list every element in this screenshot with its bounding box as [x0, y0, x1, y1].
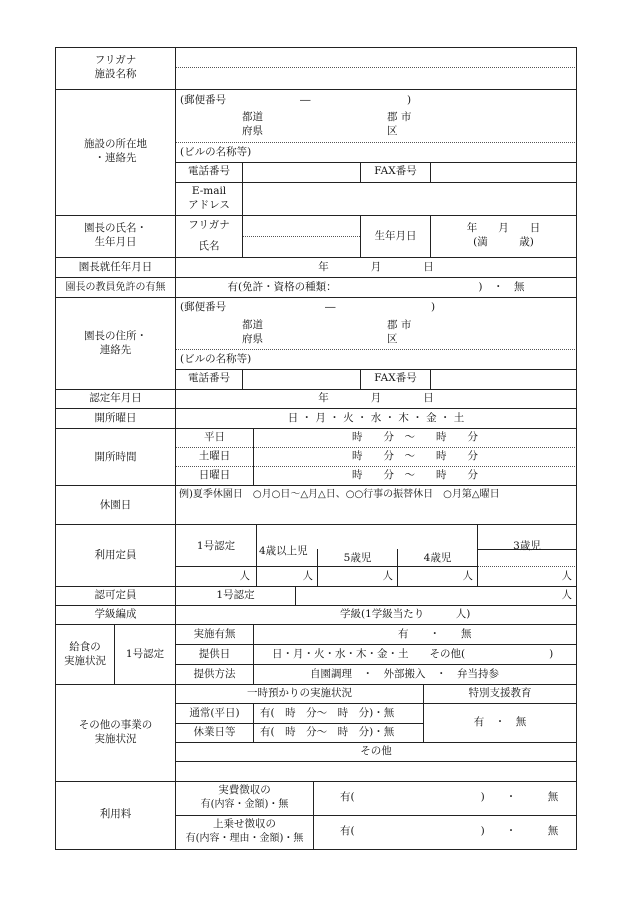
days-value: 日 ・ 月 ・ 火 ・ 水 ・ 木 ・ 金 ・ 土: [287, 412, 465, 424]
rule: [242, 215, 243, 257]
rule: [242, 162, 243, 215]
home-gunshi-label-2: 区: [387, 333, 398, 345]
gunshi-label-2: 区: [387, 125, 398, 137]
rule: [55, 849, 577, 850]
rule: [175, 182, 577, 183]
rule: [430, 369, 431, 389]
classes-label: 学級編成: [94, 608, 137, 620]
hours-time: 時 分 ～ 時 分: [352, 469, 478, 481]
home-postal-close: ): [431, 301, 436, 313]
special-edu-value: 有 ・ 無: [473, 716, 527, 728]
license-text: 有(免許・資格の種類： ) ・ 無: [227, 281, 525, 293]
other-label-2: 実施状況: [94, 733, 137, 745]
fees-actual-label-2: 有(内容・金額)・無: [200, 799, 289, 810]
home-todofuken-label: 都道: [242, 319, 263, 331]
meals-day-label: 提供日: [198, 648, 231, 660]
todofuken-label: 都道: [242, 111, 263, 123]
phone-label: 電話番号: [188, 165, 230, 177]
home-postal-label: (郵便番号: [180, 301, 227, 313]
home-fax-label: FAX番号: [374, 372, 417, 384]
rule: [55, 215, 577, 216]
home-phone-field[interactable]: [244, 371, 358, 387]
meals-cert: 1号認定: [125, 648, 165, 660]
meals-label: 給食の: [69, 641, 101, 653]
meals-method-value: 自園調理 ・ 外部搬入 ・ 弁当持参: [310, 668, 499, 680]
director-home-label-2: 連絡先: [99, 344, 132, 356]
home-todofuken-label-2: 府県: [242, 333, 263, 345]
home-phone-label: 電話番号: [188, 372, 230, 384]
rule: [253, 624, 254, 684]
director-name-label: 園長の氏名・: [84, 222, 147, 234]
home-building-label: (ビルの名称等): [180, 353, 252, 365]
licensed-unit: 人: [561, 589, 572, 601]
meals-impl-value: 有 ・ 無: [398, 628, 472, 640]
rule: [55, 684, 577, 685]
birth-label: 生年月日: [374, 230, 417, 242]
postal-label: (郵便番号: [180, 94, 227, 106]
hours-time: 時 分 ～ 時 分: [352, 450, 478, 462]
capacity-unit: 人: [382, 570, 393, 582]
rule: [55, 524, 577, 525]
capacity-age3: 3歳児: [513, 540, 541, 552]
rule: [55, 408, 577, 409]
dotted-rule: [175, 142, 577, 143]
capacity-unit: 人: [462, 570, 473, 582]
temp-care-label: 一時預かりの実施状況: [247, 687, 352, 699]
other-label: その他の事業の: [78, 719, 153, 731]
licensed-cert1: 1号認定: [216, 589, 255, 601]
director-name-label-2: 生年月日: [94, 236, 137, 248]
holidays-label: 休園日: [99, 499, 132, 511]
fees-label: 利用料: [99, 808, 132, 820]
rule: [55, 586, 577, 587]
rule: [175, 723, 423, 724]
birth-date: 年 月 日: [466, 222, 541, 234]
address-section-label-2: ・連絡先: [94, 152, 137, 164]
rule: [55, 389, 577, 390]
fees-extra-label: 上乗せ徴収の: [213, 818, 276, 830]
rule: [55, 297, 577, 298]
capacity-label: 利用定員: [94, 549, 137, 561]
capacity-unit: 人: [239, 570, 250, 582]
capacity-unit: 人: [561, 570, 572, 582]
hours-time: 時 分 ～ 時 分: [352, 431, 478, 443]
director-furigana-label: フリガナ: [188, 219, 230, 231]
meals-method-label: 提供方法: [193, 668, 236, 680]
capacity-unit: 人: [302, 570, 313, 582]
accreditation-label: 認定年月日: [89, 392, 142, 404]
dotted-rule: [175, 466, 577, 467]
tenure-date: 年 月 日: [318, 261, 434, 273]
licensed-label: 認可定員: [94, 589, 137, 601]
home-postal-dash: ―: [325, 301, 336, 313]
email-label: E-mail: [191, 185, 227, 197]
meals-label-2: 実施状況: [64, 655, 106, 667]
rule: [175, 664, 577, 665]
dotted-rule: [175, 67, 577, 68]
furigana-label: フリガナ: [94, 54, 137, 66]
rule: [242, 369, 243, 389]
director-shimei-label: 氏名: [198, 240, 220, 252]
fees-extra-label-2: 有(内容・理由・金額)・無: [185, 833, 304, 844]
rule: [313, 781, 314, 849]
capacity-age4plus: 4歳以上児: [259, 545, 308, 557]
temp-holiday-label: 休業日等: [193, 726, 236, 738]
birth-age: (満 歳): [473, 236, 534, 248]
holidays-example: 例)夏季休園日 ○月○日～△月△日、○○行事の振替休日 ○月第△曜日: [179, 489, 500, 500]
temp-normal-label: 通常(平日): [189, 707, 240, 719]
meals-impl-label: 実施有無: [193, 628, 236, 640]
director-home-label: 園長の住所・: [84, 330, 147, 342]
temp-normal-value: 有( 時 分～ 時 分)・無: [260, 707, 395, 719]
capacity-cert1: 1号認定: [196, 540, 236, 552]
rule: [576, 47, 577, 850]
todofuken-label-2: 府県: [242, 125, 263, 137]
rule: [55, 624, 577, 625]
rule: [253, 703, 254, 742]
license-label: 園長の教員免許の有無: [65, 282, 166, 293]
email-field[interactable]: [244, 184, 574, 213]
other-services-field[interactable]: [178, 763, 574, 779]
hours-day: 平日: [204, 431, 225, 443]
temp-holiday-value: 有( 時 分～ 時 分)・無: [260, 726, 395, 738]
classes-value: 学級(1学級当たり 人): [340, 608, 471, 620]
rule: [55, 257, 577, 258]
rule: [55, 47, 577, 48]
fees-extra-value: 有( ) ・ 無: [340, 825, 559, 837]
director-name-field[interactable]: [244, 238, 358, 255]
hours-day: 日曜日: [198, 469, 231, 481]
hours-label: 開所時間: [94, 451, 137, 463]
dotted-rule: [175, 349, 577, 350]
rule: [175, 644, 577, 645]
fees-actual-label: 実費徴収の: [218, 784, 271, 796]
rule: [175, 742, 577, 743]
facility-furigana-field[interactable]: [178, 49, 574, 65]
postal-close: ): [407, 94, 412, 106]
rule: [175, 566, 477, 567]
rule: [55, 428, 577, 429]
address-section-label: 施設の所在地: [84, 138, 147, 150]
facility-name-field[interactable]: [178, 69, 574, 87]
rule: [55, 605, 577, 606]
rule: [253, 428, 254, 485]
gunshi-label: 郡 市: [387, 111, 412, 123]
hours-day: 土曜日: [198, 450, 231, 462]
rule: [175, 162, 577, 163]
other-services-label: その他: [360, 745, 392, 757]
rule: [175, 761, 577, 762]
postal-dash: ―: [300, 94, 311, 106]
capacity-age4: 4歳児: [423, 552, 452, 564]
fax-label: FAX番号: [374, 165, 417, 177]
fax-field[interactable]: [432, 164, 574, 180]
dotted-rule: [175, 447, 577, 448]
tenure-label: 園長就任年月日: [78, 261, 153, 273]
phone-field[interactable]: [244, 164, 358, 180]
rule: [175, 703, 577, 704]
building-label: (ビルの名称等): [180, 146, 252, 158]
capacity-age5: 5歳児: [343, 552, 372, 564]
rule: [55, 485, 577, 486]
special-edu-label: 特別支援教育: [468, 687, 532, 699]
rule: [175, 815, 577, 816]
rule: [55, 781, 577, 782]
email-label-2: アドレス: [188, 199, 230, 211]
rule: [55, 277, 577, 278]
accreditation-date: 年 月 日: [318, 392, 434, 404]
days-label: 開所曜日: [94, 412, 137, 424]
rule: [175, 369, 577, 370]
rule: [430, 162, 431, 182]
director-furigana-field[interactable]: [244, 217, 358, 235]
home-fax-field[interactable]: [432, 371, 574, 387]
fees-actual-value: 有( ) ・ 無: [340, 791, 559, 803]
dotted-rule: [242, 236, 360, 237]
meals-day-value: 日・月・火・水・木・金・土 その他( ): [272, 648, 554, 660]
dotted-rule: [477, 566, 577, 567]
home-gunshi-label: 郡 市: [387, 319, 412, 331]
rule: [55, 89, 577, 90]
facility-name-label: 施設名称: [94, 68, 137, 80]
